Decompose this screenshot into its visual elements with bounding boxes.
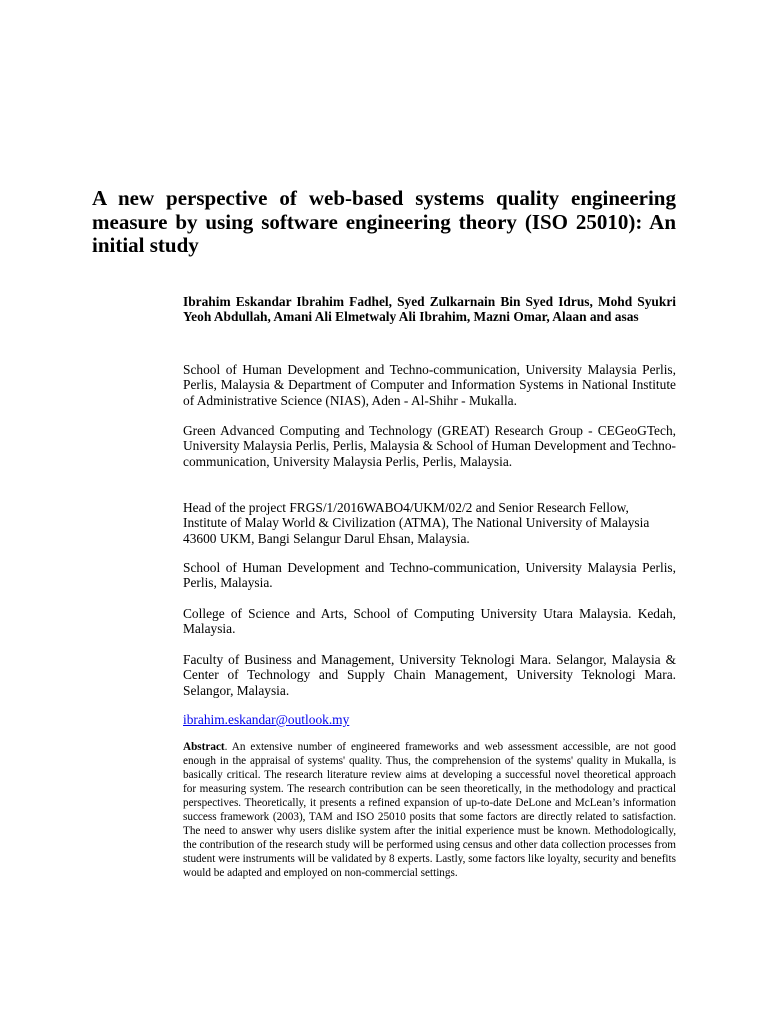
affiliation-4: School of Human Development and Techno-communication, University Malaysia Perlis, Perlis, Malaysia. bbox=[183, 560, 676, 591]
abstract-label: Abstract bbox=[183, 741, 225, 753]
abstract-text: . An extensive number of engineered frameworks and web assessment accessible, are not good enough in the appraisal of systems' quality. Thus, the comprehension of the systems' quality in Mukalla, is basically critical. The research literature review aims at developing a successful novel theoretical approach for measuring system. The research contribution can be seen theoretically, in the methodology and practical perspectives. Theoretically, it presents a refined expansion of up-to-date DeLone and McLean’s information success framework (2003), TAM and ISO 25010 posits that some factors are directly related to satisfaction. The need to answer why users dislike system after the initial experience must be known. Methodologically, the contribution of the research study will be performed using census and other data collection processes from student were instruments will be validated by 8 experts. Lastly, some factors like loyalty, security and benefits would be adapted and employed on non-commercial settings. bbox=[183, 741, 676, 879]
affiliation-5: College of Science and Arts, School of Computing University Utara Malaysia. Kedah, Malaysia. bbox=[183, 606, 676, 637]
affiliation-6: Faculty of Business and Management, University Teknologi Mara. Selangor, Malaysia & Center of Technology and Supply Chain Management, University Teknologi Mara. Selangor, Malaysia. bbox=[183, 652, 676, 698]
affiliation-3: Head of the project FRGS/1/2016WABO4/UKM/02/2 and Senior Research Fellow, Institute of Malay World & Civilization (ATMA), The National University of Malaysia 43600 UKM, Bangi Selangur Darul Ehsan, Malaysia. bbox=[183, 500, 650, 546]
affiliation-2: Green Advanced Computing and Technology (GREAT) Research Group - CEGeoGTech, University Malaysia Perlis, Perlis, Malaysia & School of Human Development and Techno-communication, University Malaysia Perlis, Perlis, Malaysia. bbox=[183, 423, 676, 469]
author-list: Ibrahim Eskandar Ibrahim Fadhel, Syed Zulkarnain Bin Syed Idrus, Mohd Syukri Yeoh Abdullah, Amani Ali Elmetwaly Ali Ibrahim, Mazni Omar, Alaan and asas bbox=[183, 294, 676, 325]
abstract bbox=[183, 741, 676, 881]
contact-email-link[interactable]: ibrahim.eskandar@outlook.my bbox=[183, 712, 350, 727]
affiliation-1: School of Human Development and Techno-communication, University Malaysia Perlis, Perlis, Malaysia & Department of Computer and Information Systems in National Institute of Administrative Science (NIAS), Aden - Al-Shihr - Mukalla. bbox=[183, 362, 676, 408]
paper-title: A new perspective of web-based systems quality engineering measure by using software engineering theory (ISO 25010): An initial study bbox=[92, 186, 676, 257]
